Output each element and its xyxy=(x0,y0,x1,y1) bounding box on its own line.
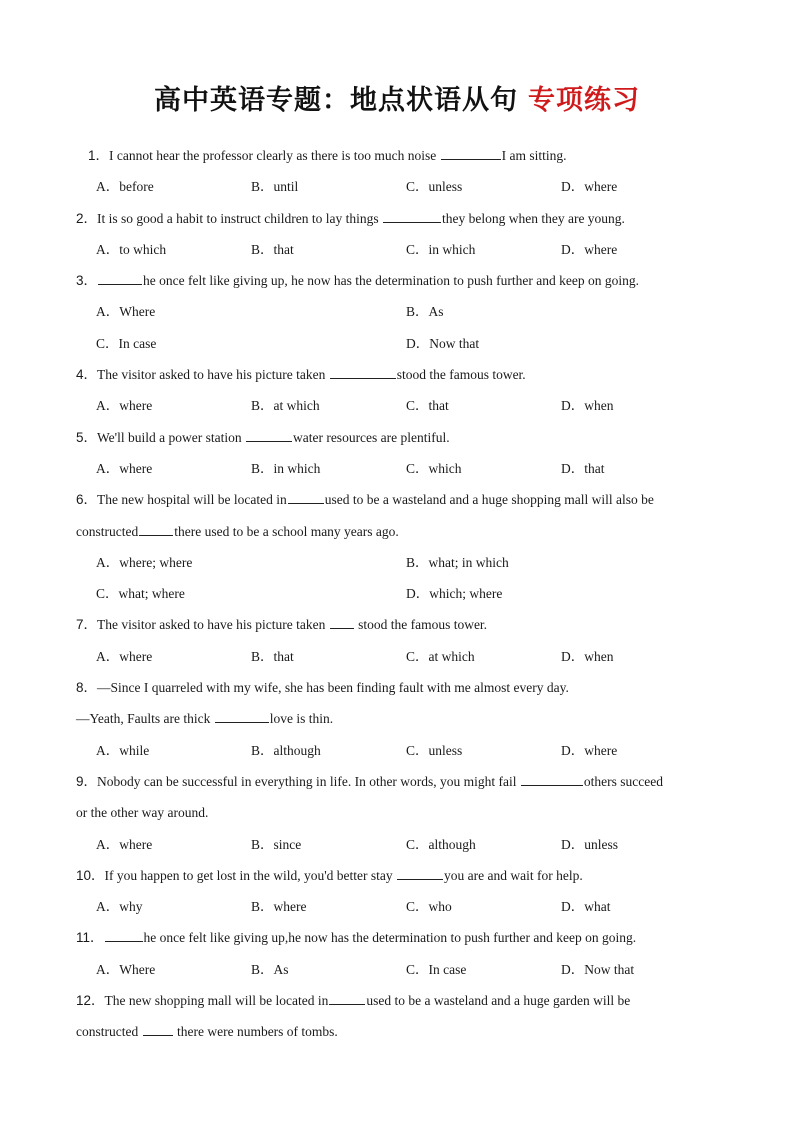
options-row xyxy=(76,891,716,922)
question-text-line xyxy=(76,672,716,703)
question-5 xyxy=(76,422,716,485)
question-text-line xyxy=(76,359,716,390)
question-text: used to be a wasteland and a huge garden will be xyxy=(366,993,631,1009)
question-1 xyxy=(76,140,716,203)
answer-option[interactable]: A．where xyxy=(96,648,153,664)
answer-option[interactable]: D．that xyxy=(561,460,605,476)
answer-blank xyxy=(329,990,365,1005)
options-row xyxy=(76,547,716,578)
answer-option[interactable]: B．until xyxy=(251,179,299,195)
answer-blank xyxy=(143,1021,173,1036)
options-row xyxy=(76,296,716,327)
question-text: constructed xyxy=(76,523,139,539)
question-10 xyxy=(76,860,716,923)
question-text: he once felt like giving up, he now has the determination to push further and keep on going. xyxy=(143,273,640,289)
answer-option[interactable]: C．what; where xyxy=(96,586,185,602)
answer-option[interactable]: B．in which xyxy=(251,460,321,476)
answer-option[interactable]: C．who xyxy=(406,899,452,915)
question-text: —Yeath, Faults are thick xyxy=(76,711,214,727)
answer-option[interactable]: A．while xyxy=(96,742,150,758)
question-text: constructed xyxy=(76,1024,142,1040)
options-row xyxy=(76,829,716,860)
question-12 xyxy=(76,985,716,1048)
answer-option[interactable]: A．Where xyxy=(96,961,156,977)
question-text-line xyxy=(76,922,716,953)
answer-option[interactable]: C．at which xyxy=(406,648,475,664)
answer-blank xyxy=(246,427,292,442)
answer-option[interactable]: C．unless xyxy=(406,742,463,758)
answer-option[interactable]: B．that xyxy=(251,648,294,664)
answer-blank xyxy=(383,208,441,223)
answer-option[interactable]: C．In case xyxy=(406,961,467,977)
question-text: there used to be a school many years ago. xyxy=(174,523,399,539)
answer-option[interactable]: D．which; where xyxy=(406,586,503,602)
answer-option[interactable]: A．why xyxy=(96,899,143,915)
question-number: 8． xyxy=(76,680,98,696)
answer-option[interactable]: B．what; in which xyxy=(406,554,509,570)
question-text: I cannot hear the professor clearly as there is too much noise xyxy=(109,148,440,163)
answer-option[interactable]: B．As xyxy=(251,961,289,977)
question-9 xyxy=(76,766,716,860)
question-text: stood the famous tower. xyxy=(354,617,488,633)
answer-option[interactable]: A．Where xyxy=(96,304,156,320)
question-text: We'll build a power station xyxy=(97,429,245,445)
question-number: 3． xyxy=(76,273,98,289)
question-list xyxy=(76,140,716,1048)
question-text-line xyxy=(76,797,716,828)
page-title xyxy=(0,78,794,117)
question-number: 4． xyxy=(76,367,98,383)
options-row xyxy=(76,453,716,484)
answer-option[interactable]: A．before xyxy=(96,179,154,195)
page-title-accent: 专项练习 xyxy=(528,85,640,116)
question-4 xyxy=(76,359,716,422)
answer-option[interactable]: C．that xyxy=(406,398,449,414)
question-text: used to be a wasteland and a huge shopping mall will also be xyxy=(324,492,654,508)
answer-option[interactable]: A．where xyxy=(96,398,153,414)
question-number: 9． xyxy=(76,773,98,789)
answer-option[interactable]: D．where xyxy=(561,179,618,195)
question-text: Nobody can be successful in everything in life. In other words, you might fail xyxy=(97,773,520,789)
options-row xyxy=(76,171,716,202)
answer-option[interactable]: B．where xyxy=(251,899,307,915)
page-title-main: 高中英语专题：地点状语从句 xyxy=(154,85,518,116)
question-text: stood the famous tower. xyxy=(396,367,526,383)
answer-option[interactable]: D．what xyxy=(561,899,611,915)
question-text: others succeed xyxy=(583,773,664,789)
answer-option[interactable]: D．where xyxy=(561,742,618,758)
question-text-line xyxy=(76,1016,716,1047)
question-text-line xyxy=(76,703,716,734)
answer-blank xyxy=(98,270,142,285)
answer-option[interactable]: B．at which xyxy=(251,398,320,414)
question-text-line xyxy=(76,265,716,296)
answer-blank xyxy=(215,708,269,723)
answer-option[interactable]: D．when xyxy=(561,398,614,414)
question-11 xyxy=(76,922,716,985)
answer-option[interactable]: B．As xyxy=(406,304,444,320)
question-text-line xyxy=(76,860,716,891)
question-number: 12． xyxy=(76,993,105,1009)
answer-option[interactable]: D．when xyxy=(561,648,614,664)
question-text: you are and wait for help. xyxy=(444,867,583,883)
question-text-line xyxy=(76,422,716,453)
question-text: The new shopping mall will be located in xyxy=(104,993,329,1009)
question-number: 11． xyxy=(76,930,104,946)
answer-option[interactable]: D．unless xyxy=(561,836,618,852)
answer-option[interactable]: A．to which xyxy=(96,241,167,257)
answer-blank xyxy=(521,771,583,786)
answer-blank xyxy=(330,614,354,629)
question-text-line xyxy=(76,140,716,171)
answer-option[interactable]: D．where xyxy=(561,241,618,257)
question-text: love is thin. xyxy=(269,711,334,727)
question-text: I am sitting. xyxy=(501,148,567,163)
question-text-line xyxy=(76,766,716,797)
answer-blank xyxy=(397,865,443,880)
question-text: they belong when they are young. xyxy=(441,210,625,226)
answer-option[interactable]: C．which xyxy=(406,460,462,476)
question-text-line xyxy=(76,484,716,515)
answer-option[interactable]: C．although xyxy=(406,836,476,852)
answer-option[interactable]: B．although xyxy=(251,742,321,758)
options-row xyxy=(76,641,716,672)
answer-option[interactable]: C．in which xyxy=(406,241,476,257)
question-text: The new hospital will be located in xyxy=(97,492,287,508)
question-number: 6． xyxy=(76,492,98,508)
question-text: The visitor asked to have his picture taken xyxy=(97,617,329,633)
question-3 xyxy=(76,265,716,359)
question-text: —Since I quarreled with my wife, she has been finding fault with me almost every day. xyxy=(97,680,569,696)
question-text-line xyxy=(76,203,716,234)
question-text: water resources are plentiful. xyxy=(292,429,450,445)
question-text: he once felt like giving up,he now has the determination to push further and keep on going. xyxy=(143,930,637,946)
answer-option[interactable]: A．where; where xyxy=(96,554,193,570)
question-text: It is so good a habit to instruct children to lay things xyxy=(97,210,382,226)
question-number: 1． xyxy=(88,148,110,163)
answer-option[interactable]: B．since xyxy=(251,836,302,852)
question-text: or the other way around. xyxy=(76,805,209,821)
options-row xyxy=(76,735,716,766)
question-2 xyxy=(76,203,716,266)
answer-blank xyxy=(105,927,143,942)
answer-blank xyxy=(139,521,173,536)
question-8 xyxy=(76,672,716,766)
options-row xyxy=(76,234,716,265)
options-row xyxy=(76,328,716,359)
question-number: 5． xyxy=(76,429,98,445)
question-number: 2． xyxy=(76,210,98,226)
question-text: there were numbers of tombs. xyxy=(173,1024,338,1040)
answer-option[interactable]: A．where xyxy=(96,460,153,476)
answer-option[interactable]: B．that xyxy=(251,241,294,257)
question-text-line xyxy=(76,609,716,640)
answer-blank xyxy=(288,489,324,504)
options-row xyxy=(76,578,716,609)
question-number: 10． xyxy=(76,867,105,883)
question-number: 7． xyxy=(76,617,98,633)
answer-option[interactable]: D．Now that xyxy=(561,961,635,977)
answer-option[interactable]: C．In case xyxy=(96,335,157,351)
answer-blank xyxy=(330,364,396,379)
answer-option[interactable]: C．unless xyxy=(406,179,463,195)
options-row xyxy=(76,954,716,985)
answer-option[interactable]: D．Now that xyxy=(406,335,480,351)
question-6 xyxy=(76,484,716,609)
question-text-line xyxy=(76,985,716,1016)
question-text-line xyxy=(76,516,716,547)
options-row xyxy=(76,390,716,421)
question-text: The visitor asked to have his picture taken xyxy=(97,367,329,383)
question-text: If you happen to get lost in the wild, you'd better stay xyxy=(104,867,397,883)
answer-blank xyxy=(441,145,501,160)
answer-option[interactable]: A．where xyxy=(96,836,153,852)
question-7 xyxy=(76,609,716,672)
